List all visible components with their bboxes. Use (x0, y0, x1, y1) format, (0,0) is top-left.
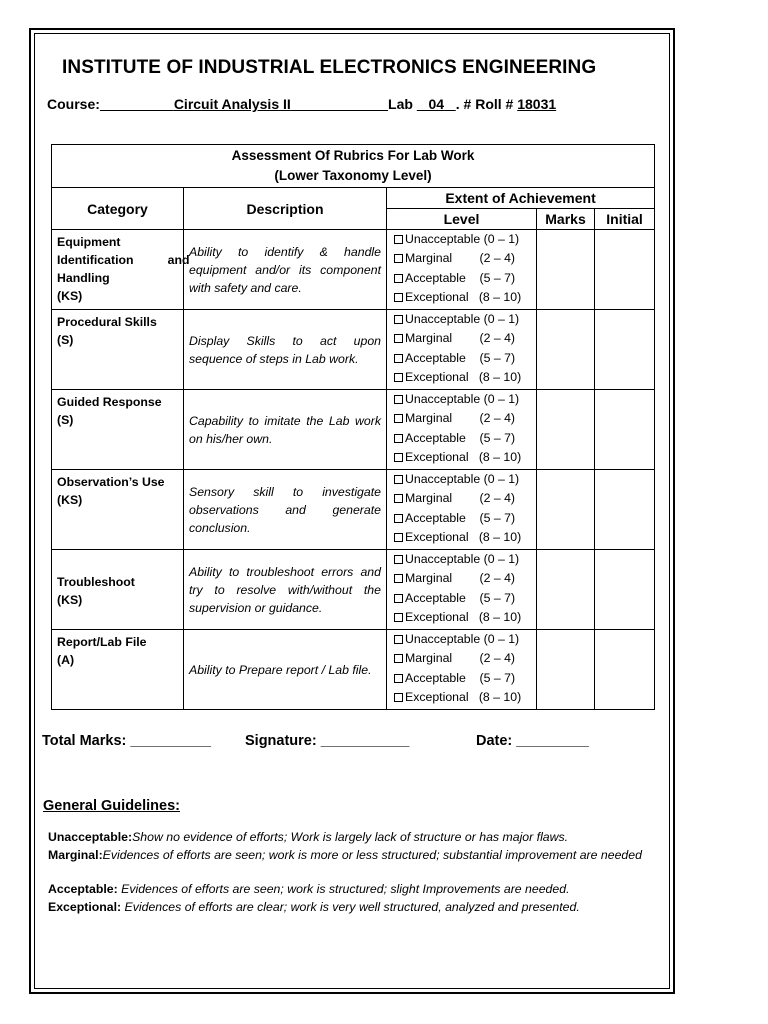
description-cell: Ability to Prepare report / Lab file. (184, 630, 387, 710)
date-field: Date: _________ (476, 733, 589, 749)
level-label: Acceptable (5 – 7) (405, 590, 516, 605)
guideline-acceptable (48, 881, 648, 899)
level-cell (387, 390, 537, 470)
rubric-row (52, 550, 655, 630)
course-value: Circuit Analysis II (173, 96, 291, 112)
level-label: Unacceptable (0 – 1) (405, 632, 520, 646)
category-cell (52, 390, 184, 470)
rubric-table (51, 144, 655, 710)
category-line: (KS) (57, 593, 83, 607)
checkbox-icon[interactable] (394, 453, 403, 462)
level-option[interactable] (394, 630, 536, 649)
description-cell: Sensory skill to investigate observations and generate conclusion. (184, 470, 387, 550)
checkbox-icon[interactable] (394, 395, 403, 404)
total-marks: Total Marks: __________ (42, 733, 212, 749)
checkbox-icon[interactable] (394, 475, 403, 484)
level-option[interactable] (394, 288, 536, 307)
category-cell (52, 630, 184, 710)
level-cell (387, 310, 537, 390)
rubric-row (52, 390, 655, 470)
roll-value: 18031 (517, 96, 557, 112)
rubric-row (52, 630, 655, 710)
level-option[interactable] (394, 470, 536, 489)
checkbox-icon[interactable] (394, 334, 403, 343)
category-cell (52, 470, 184, 550)
guideline-text: Show no evidence of efforts; Work is largely lack of structure or has major flaws. (132, 830, 569, 844)
category-line: Report/Lab File (57, 635, 147, 649)
category-line: (S) (57, 413, 74, 427)
level-cell (387, 470, 537, 550)
header-extent: Extent of Achievement (387, 188, 655, 209)
header-initial: Initial (595, 209, 655, 230)
category-line: (S) (57, 333, 74, 347)
level-option[interactable] (394, 489, 536, 508)
level-label: Unacceptable (0 – 1) (405, 312, 520, 326)
level-label: Unacceptable (0 – 1) (405, 392, 520, 406)
level-option[interactable] (394, 310, 536, 329)
lab-value-field (417, 96, 456, 112)
table-title-line1: Assessment Of Rubrics For Lab Work (231, 148, 475, 163)
category-line: Procedural Skills (57, 315, 157, 329)
initial-cell[interactable] (595, 390, 655, 470)
level-label: Exceptional (8 – 10) (405, 689, 522, 704)
category-cell (52, 550, 184, 630)
table-title (52, 145, 655, 188)
description-cell: Capability to imitate the Lab work on his/her own. (184, 390, 387, 470)
description-cell: Ability to troubleshoot errors and try to resolve with/without the supervision or guidance. (184, 550, 387, 630)
level-label: Acceptable (5 – 7) (405, 350, 516, 365)
marks-cell[interactable] (537, 390, 595, 470)
marks-cell[interactable] (537, 470, 595, 550)
level-label: Acceptable (5 – 7) (405, 430, 516, 445)
institute-title: INSTITUTE OF INDUSTRIAL ELECTRONICS ENGINEERING (62, 57, 597, 78)
guideline-marginal (48, 847, 648, 865)
guideline-text: Evidences of efforts are seen; work is structured; slight Improvements are needed. (121, 882, 570, 896)
level-label: Exceptional (8 – 10) (405, 449, 522, 464)
rubric-row (52, 310, 655, 390)
checkbox-icon[interactable] (394, 254, 403, 263)
guideline-text: Evidences of efforts are seen; work is more or less structured; substantial improvement are needed (102, 848, 642, 862)
category-line: Troubleshoot (57, 575, 135, 589)
checkbox-icon[interactable] (394, 533, 403, 542)
lab-label: Lab (388, 96, 413, 112)
rubric-row (52, 470, 655, 550)
level-option[interactable] (394, 589, 536, 608)
checkbox-icon[interactable] (394, 373, 403, 382)
checkbox-icon[interactable] (394, 635, 403, 644)
checkbox-icon[interactable] (394, 315, 403, 324)
signature-field: Signature: ___________ (245, 733, 410, 749)
checkbox-icon[interactable] (394, 354, 403, 363)
level-option[interactable] (394, 329, 536, 348)
level-label: Acceptable (5 – 7) (405, 510, 516, 525)
rubric-body (52, 230, 655, 710)
header-description: Description (184, 188, 387, 230)
guideline-label: Acceptable: (48, 882, 122, 896)
table-title-line2: (Lower Taxonomy Level) (274, 168, 432, 183)
checkbox-icon[interactable] (394, 274, 403, 283)
checkbox-icon[interactable] (394, 434, 403, 443)
level-cell (387, 550, 537, 630)
level-option[interactable] (394, 409, 536, 428)
level-option[interactable] (394, 688, 536, 707)
level-label: Marginal (2 – 4) (405, 251, 516, 266)
category-line: (KS) (57, 289, 83, 303)
category-line: (KS) (57, 493, 83, 507)
level-label: Acceptable (5 – 7) (405, 270, 516, 285)
category-line: Guided Response (57, 395, 162, 409)
roll-label: Roll # (475, 96, 514, 112)
level-label: Marginal (2 – 4) (405, 411, 516, 426)
initial-cell[interactable] (595, 470, 655, 550)
checkbox-icon[interactable] (394, 293, 403, 302)
hash-label: . # (455, 96, 472, 112)
initial-cell[interactable] (595, 630, 655, 710)
level-option[interactable] (394, 649, 536, 668)
level-option[interactable] (394, 429, 536, 448)
lab-value: 04 (428, 96, 445, 112)
guideline-exceptional (48, 899, 648, 917)
guideline-label: Marginal: (48, 848, 103, 862)
checkbox-icon[interactable] (394, 654, 403, 663)
checkbox-icon[interactable] (394, 414, 403, 423)
checkbox-icon[interactable] (394, 574, 403, 583)
level-option[interactable] (394, 390, 536, 409)
description-cell: Ability to identify & handle equipment and/or its component with safety and care. (184, 230, 387, 310)
marks-cell[interactable] (537, 310, 595, 390)
initial-cell[interactable] (595, 230, 655, 310)
level-label: Unacceptable (0 – 1) (405, 232, 520, 246)
level-label: Unacceptable (0 – 1) (405, 472, 520, 486)
checkbox-icon[interactable] (394, 494, 403, 503)
checkbox-icon[interactable] (394, 693, 403, 702)
checkbox-icon[interactable] (394, 613, 403, 622)
rubric-row (52, 230, 655, 310)
level-label: Marginal (2 – 4) (405, 571, 516, 586)
marks-cell[interactable] (537, 230, 595, 310)
initial-cell[interactable] (595, 310, 655, 390)
level-label: Marginal (2 – 4) (405, 491, 516, 506)
category-line: Identification and (57, 253, 190, 267)
level-cell (387, 630, 537, 710)
category-line: Equipment (57, 235, 121, 249)
level-option[interactable] (394, 669, 536, 688)
category-line: (A) (57, 653, 75, 667)
checkbox-icon[interactable] (394, 555, 403, 564)
category-line: Observation’s Use (57, 475, 165, 489)
level-label: Unacceptable (0 – 1) (405, 552, 520, 566)
level-option[interactable] (394, 349, 536, 368)
course-label: Course: (47, 96, 100, 112)
checkbox-icon[interactable] (394, 235, 403, 244)
level-label: Marginal (2 – 4) (405, 651, 516, 666)
category-cell (52, 230, 190, 310)
level-option[interactable] (394, 448, 536, 467)
header-level: Level (387, 209, 537, 230)
level-label: Acceptable (5 – 7) (405, 670, 516, 685)
category-cell (52, 310, 184, 390)
level-option[interactable] (394, 368, 536, 387)
level-option[interactable] (394, 550, 536, 569)
guideline-text: Evidences of efforts are clear; work is very well structured, analyzed and presented. (124, 900, 580, 914)
level-option[interactable] (394, 230, 536, 249)
checkbox-icon[interactable] (394, 594, 403, 603)
guideline-unacceptable (48, 829, 648, 847)
level-option[interactable] (394, 608, 536, 627)
header-category: Category (52, 188, 184, 230)
level-option[interactable] (394, 249, 536, 268)
level-label: Exceptional (8 – 10) (405, 289, 522, 304)
guideline-label: Exceptional: (48, 900, 125, 914)
level-label: Exceptional (8 – 10) (405, 609, 522, 624)
level-option[interactable] (394, 569, 536, 588)
level-option[interactable] (394, 509, 536, 528)
level-cell (387, 230, 537, 310)
course-value-field (100, 96, 388, 112)
level-label: Marginal (2 – 4) (405, 331, 516, 346)
description-cell: Display Skills to act upon sequence of steps in Lab work. (184, 310, 387, 390)
level-label: Exceptional (8 – 10) (405, 369, 522, 384)
guidelines-title: General Guidelines: (43, 798, 180, 814)
marks-cell[interactable] (537, 630, 595, 710)
level-label: Exceptional (8 – 10) (405, 529, 522, 544)
initial-cell[interactable] (595, 550, 655, 630)
header-marks: Marks (537, 209, 595, 230)
guideline-label: Unacceptable: (48, 830, 133, 844)
checkbox-icon[interactable] (394, 514, 403, 523)
course-line (47, 96, 556, 112)
level-option[interactable] (394, 528, 536, 547)
level-option[interactable] (394, 269, 536, 288)
checkbox-icon[interactable] (394, 674, 403, 683)
category-line: Handling (57, 271, 110, 285)
marks-cell[interactable] (537, 550, 595, 630)
